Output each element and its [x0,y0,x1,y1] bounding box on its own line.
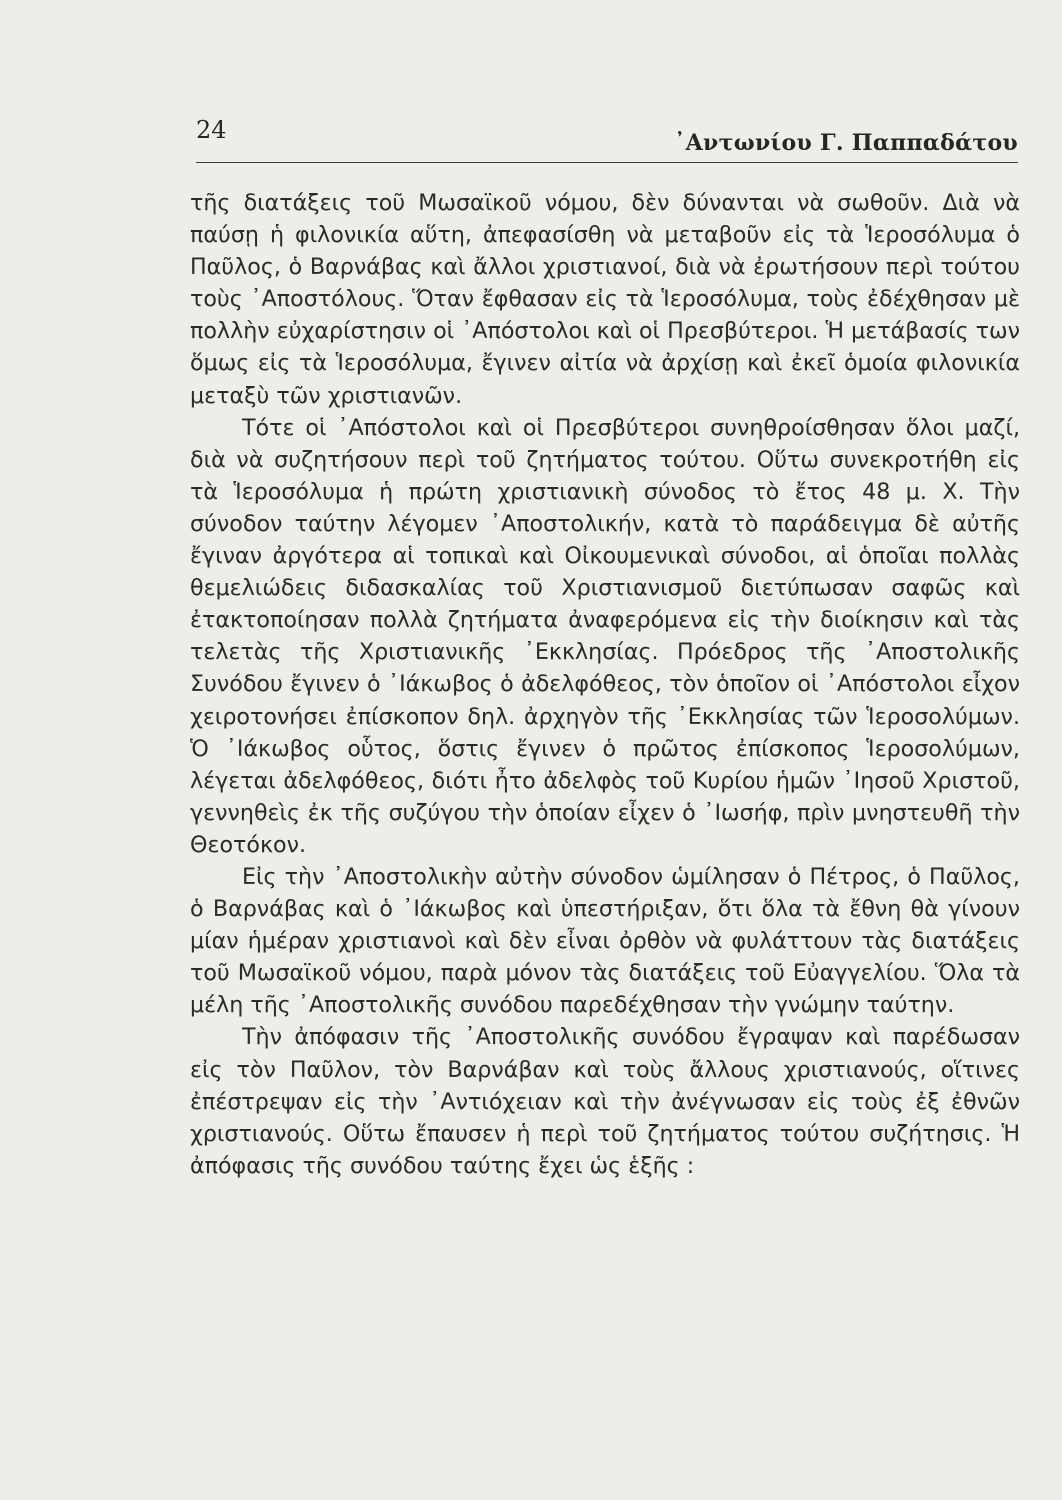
body-text [190,187,1020,1182]
running-head: ᾿Αντωνίου Γ. Παππαδάτου [674,130,1018,156]
paragraph-2: Τότε οἱ ᾿Απόστολοι καὶ οἱ Πρεσβύτεροι συνηθροίσθησαν ὅλοι μαζί, διὰ νὰ συζητήσουν περὶ τοῦ ζητήματος τούτου. Οὕτω συνεκροτήθη εἰς τὰ Ἱεροσόλυμα ἡ πρώτη χριστιανικὴ σύνοδος τὸ ἔτος 48 μ. Χ. Τὴν σύνοδον ταύτην λέγομεν ᾿Αποστολικήν, κατὰ τὸ παράδειγμα δὲ αὐτῆς ἔγιναν ἀργότερα αἱ τοπικαὶ καὶ Οἰκουμενικαὶ σύνοδοι, αἱ ὁποῖαι πολλὰς θεμελιώδεις διδασκαλίας τοῦ Χριστιανισμοῦ διετύπωσαν σαφῶς καὶ ἐτακτοποίησαν πολλὰ ζητήματα ἀναφερόμενα εἰς τὴν διοίκησιν καὶ τὰς τελετὰς τῆς Χριστιανικῆς ᾿Εκκλησίας. Πρόεδρος τῆς ᾿Αποστολικῆς Συνόδου ἔγινεν ὁ ᾿Ιάκωβος ὁ ἀδελφόθεος, τὸν ὁποῖον οἱ ᾿Απόστολοι εἶχον χειροτονήσει ἐπίσκοπον δηλ. ἀρχηγὸν τῆς ᾿Εκκλησίας τῶν Ἱεροσολύμων. Ὁ ᾿Ιάκωβος οὗτος, ὅστις ἔγινεν ὁ πρῶτος ἐπίσκοπος Ἱεροσολύμων, λέγεται ἀδελφόθεος, διότι ἦτο ἀδελφὸς τοῦ Κυρίου ἡμῶν ᾿Ιησοῦ Χριστοῦ, γεννηθεὶς ἐκ τῆς συζύγου τὴν ὁποίαν εἶχεν ὁ ᾿Ιωσήφ, πρὶν μνηστευθῆ τὴν Θεοτόκον. [190,414,1020,858]
page-number: 24 [196,116,227,144]
paragraph-3: Εἰς τὴν ᾿Αποστολικὴν αὐτὴν σύνοδον ὡμίλησαν ὁ Πέτρος, ὁ Παῦλος, ὁ Βαρνάβας καὶ ὁ ᾿Ιάκωβος καὶ ὑπεστήριξαν, ὅτι ὅλα τὰ ἔθνη θὰ γίνουν μίαν ἡμέραν χριστιανοὶ καὶ δὲν εἶναι ὀρθὸν νὰ φυλάττουν τὰς διατάξεις τοῦ Μωσαϊκοῦ νόμου, παρὰ μόνον τὰς διατάξεις τοῦ Εὐαγγελίου. Ὅλα τὰ μέλη τῆς ᾿Αποστολικῆς συνόδου παρεδέχθησαν τὴν γνώμην ταύτην. [190,863,1020,1019]
page-header [196,112,1018,163]
paragraph-1: τῆς διατάξεις τοῦ Μωσαϊκοῦ νόμου, δὲν δύνανται νὰ σωθοῦν. Διὰ νὰ παύσῃ ἡ φιλονικία αὕτη, ἀπεφασίσθη νὰ μεταβοῦν εἰς τὰ Ἱεροσόλυμα ὁ Παῦλος, ὁ Βαρνάβας καὶ ἄλλοι χριστιανοί, διὰ νὰ ἐρωτήσουν περὶ τούτου τοὺς ᾿Αποστόλους. Ὅταν ἔφθασαν εἰς τὰ Ἱεροσόλυμα, τοὺς ἐδέχθησαν μὲ πολλὴν εὐχαρίστησιν οἱ ᾿Απόστολοι καὶ οἱ Πρεσβύτεροι. Ἡ μετάβασίς των ὅμως εἰς τὰ Ἱεροσόλυμα, ἔγινεν αἰτία νὰ ἀρχίσῃ καὶ ἐκεῖ ὁμοία φιλονικία μεταξὺ τῶν χριστιανῶν. [190,190,1020,409]
paragraph-4: Τὴν ἀπόφασιν τῆς ᾿Αποστολικῆς συνόδου ἔγραψαν καὶ παρέδωσαν εἰς τὸν Παῦλον, τὸν Βαρνάβαν καὶ τοὺς ἄλλους χριστιανούς, οἵτινες ἐπέστρεψαν εἰς τὴν ᾿Αντιόχειαν καὶ τὴν ἀνέγνωσαν εἰς τοὺς ἐξ ἐθνῶν χριστιανούς. Οὕτω ἔπαυσεν ἡ περὶ τοῦ ζητήματος τούτου συζήτησις. Ἡ ἀπόφασις τῆς συνόδου ταύτης ἔχει ὡς ἑξῆς : [190,1024,1020,1179]
